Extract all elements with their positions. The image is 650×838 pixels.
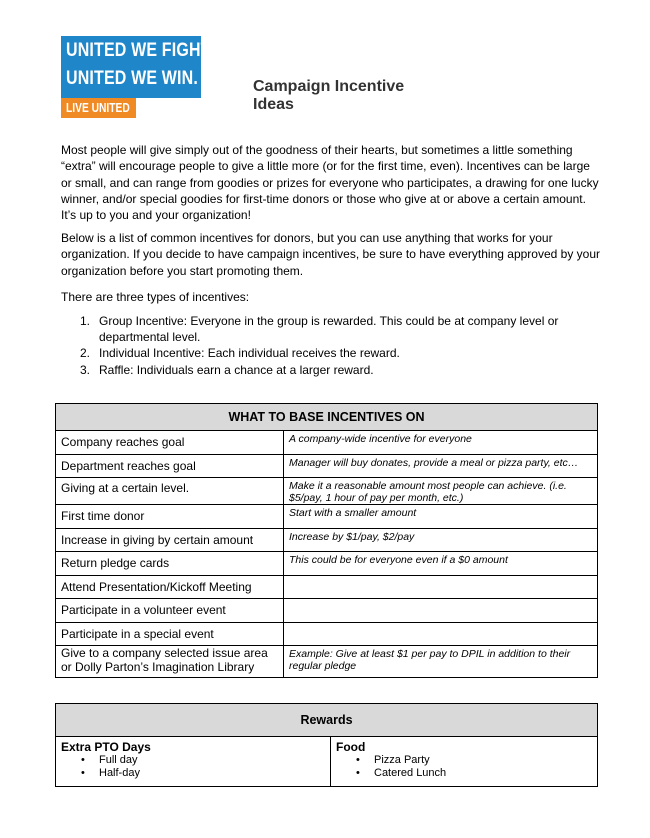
table-row bbox=[56, 552, 598, 576]
list-item-number: 1. bbox=[80, 314, 91, 328]
table-row bbox=[56, 622, 598, 646]
note-cell: Example: Give at least $1 per pay to DPIL in addition to their regular pledge bbox=[284, 646, 598, 678]
reward-item-text: Half-day bbox=[99, 767, 140, 779]
table-row bbox=[56, 505, 598, 529]
basis-cell: First time donor bbox=[56, 505, 284, 529]
reward-heading: Extra PTO Days bbox=[61, 740, 151, 754]
table-row bbox=[56, 599, 598, 623]
note-cell: A company-wide incentive for everyone bbox=[284, 431, 598, 455]
bullet-icon: • bbox=[81, 767, 85, 779]
basis-cell: Company reaches goal bbox=[56, 431, 284, 455]
note-cell: This could be for everyone even if a $0 amount bbox=[284, 552, 598, 576]
logo-line-2: UNITED WE WIN. bbox=[66, 67, 198, 89]
basis-cell: Return pledge cards bbox=[56, 552, 284, 576]
note-cell bbox=[284, 575, 598, 599]
logo-line-1: UNITED WE FIGHT. bbox=[66, 39, 214, 61]
united-way-logo bbox=[61, 36, 214, 118]
rewards-cell-food bbox=[331, 737, 598, 787]
types-intro-paragraph: There are three types of incentives: bbox=[61, 290, 250, 304]
table-header: WHAT TO BASE INCENTIVES ON bbox=[56, 404, 598, 431]
list-item bbox=[80, 346, 590, 362]
basis-cell: Increase in giving by certain amount bbox=[56, 528, 284, 552]
note-cell bbox=[284, 599, 598, 623]
list-intro-paragraph: Below is a list of common incentives for donors, but you can use anything that works for your organization. If you decide to have campaign incentives, be sure to have everything approved by your organization before you start promoting them. bbox=[61, 231, 600, 278]
basis-cell: Participate in a special event bbox=[56, 622, 284, 646]
bullet-icon: • bbox=[356, 754, 360, 766]
list-item bbox=[336, 767, 592, 780]
basis-cell: Giving at a certain level. bbox=[56, 478, 284, 505]
rewards-table bbox=[55, 703, 598, 787]
list-item-text: Raffle: Individuals earn a chance at a larger reward. bbox=[99, 362, 374, 377]
table-header: Rewards bbox=[56, 704, 598, 737]
list-item bbox=[336, 754, 592, 767]
note-cell: Make it a reasonable amount most people can achieve. (i.e. $5/pay, 1 hour of pay per month, etc.) bbox=[284, 478, 598, 505]
basis-cell: Department reaches goal bbox=[56, 454, 284, 478]
list-item-number: 3. bbox=[80, 362, 91, 377]
incentive-basis-table bbox=[55, 403, 598, 678]
table-row bbox=[56, 431, 598, 455]
rewards-cell-pto bbox=[56, 737, 331, 787]
list-item bbox=[80, 314, 590, 345]
table-row bbox=[56, 454, 598, 478]
incentive-types-list bbox=[80, 314, 590, 379]
list-item-number: 2. bbox=[80, 346, 91, 360]
basis-cell: Participate in a volunteer event bbox=[56, 599, 284, 623]
logo-blue-block bbox=[61, 36, 214, 98]
reward-item-text: Catered Lunch bbox=[374, 767, 447, 779]
list-item bbox=[80, 363, 590, 379]
note-cell bbox=[284, 622, 598, 646]
reward-item-text: Full day bbox=[99, 754, 138, 766]
reward-list bbox=[336, 754, 592, 780]
list-item bbox=[61, 767, 325, 780]
table-row bbox=[56, 478, 598, 505]
page-title-line-2: Ideas bbox=[253, 96, 294, 113]
basis-cell: Attend Presentation/Kickoff Meeting bbox=[56, 575, 284, 599]
table-row bbox=[56, 646, 598, 678]
bullet-icon: • bbox=[81, 754, 85, 766]
logo-orange-block bbox=[61, 98, 136, 118]
table-row bbox=[56, 575, 598, 599]
table-row bbox=[56, 737, 598, 787]
list-item-text: Group Incentive: Everyone in the group is rewarded. This could be at company level or departmental level. bbox=[99, 314, 559, 344]
table-row bbox=[56, 528, 598, 552]
note-cell: Start with a smaller amount bbox=[284, 505, 598, 529]
page-title-line-1: Campaign Incentive bbox=[253, 78, 405, 95]
logo-tagline: LIVE UNITED bbox=[66, 101, 130, 115]
page-title bbox=[253, 78, 404, 114]
reward-item-text: Pizza Party bbox=[374, 754, 430, 766]
note-cell: Increase by $1/pay, $2/pay bbox=[284, 528, 598, 552]
list-item bbox=[61, 754, 325, 767]
basis-cell: Give to a company selected issue area or Dolly Parton’s Imagination Library bbox=[56, 646, 284, 678]
reward-list bbox=[61, 754, 325, 780]
reward-heading: Food bbox=[336, 740, 366, 754]
intro-paragraph: Most people will give simply out of the goodness of their hearts, but sometimes a little something “extra” will encourage people to give a little more (or for the first time, even). Incentives can be large or small, and can range from goodies or prizes for everyone who participates, a drawing for one lucky winner, and/or special goodies for first-time donors or those who give at or above a certain amount. It’s up to you and your organization! bbox=[61, 143, 599, 223]
bullet-icon: • bbox=[356, 767, 360, 779]
note-cell: Manager will buy donates, provide a meal or pizza party, etc… bbox=[284, 454, 598, 478]
list-item-text: Individual Incentive: Each individual receives the reward. bbox=[99, 346, 400, 360]
